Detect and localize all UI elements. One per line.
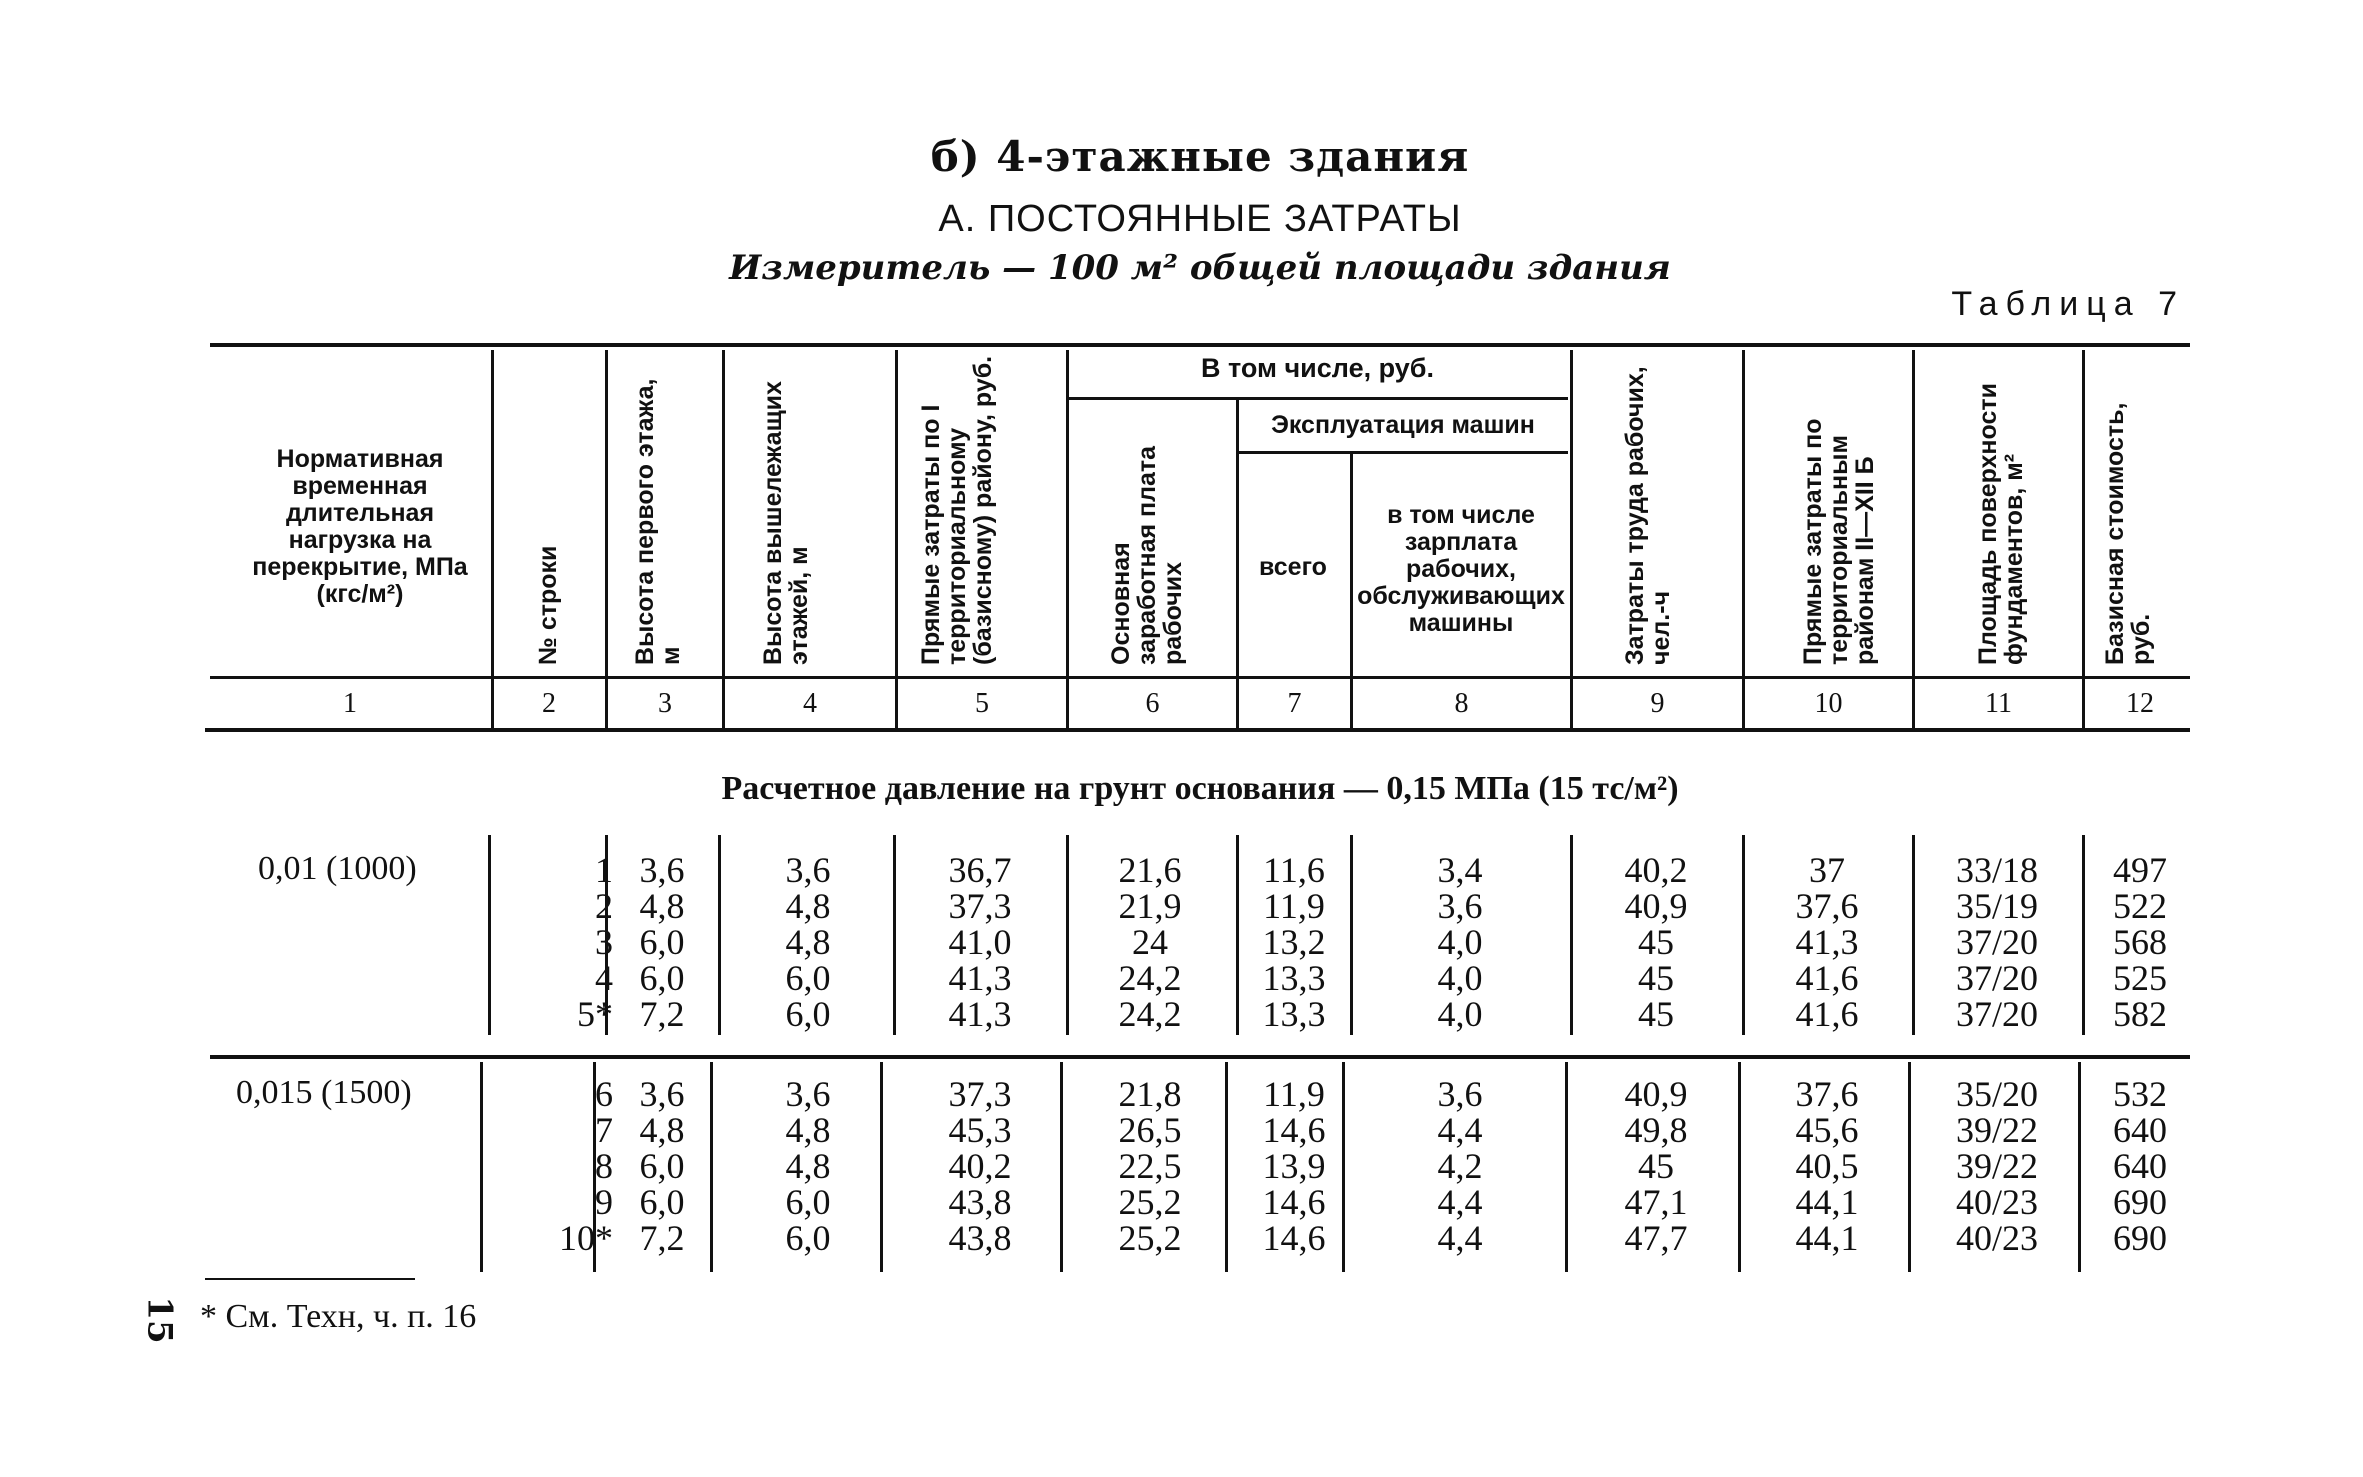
table-cell: 24,2 xyxy=(1118,958,1182,998)
table-cell: 690 xyxy=(2113,1182,2167,1222)
table-cell: 45 xyxy=(1638,922,1674,962)
table-cell: 6,0 xyxy=(785,1218,831,1258)
table-cell: 522 xyxy=(2113,886,2167,926)
table-cell: 4,0 xyxy=(1437,922,1483,962)
table-cell: 640 xyxy=(2113,1110,2167,1150)
col-row-number-header: № строки xyxy=(534,545,562,665)
body-vline xyxy=(1565,1062,1568,1272)
table-cell: 24,2 xyxy=(1118,994,1182,1034)
table-cell: 4,0 xyxy=(1437,994,1483,1034)
table-cell: 497 xyxy=(2113,850,2167,890)
header-vline xyxy=(1570,350,1573,730)
table-cell: 7,2 xyxy=(639,994,685,1034)
body-vline xyxy=(893,835,896,1035)
table-cell: 45,6 xyxy=(1795,1110,1859,1150)
table-cell: 35/19 xyxy=(1955,886,2038,926)
col-machines-total-header: всего xyxy=(1259,553,1327,581)
col-machine-operator-wage-header: в том числе зарплата рабочих, обслуживающих машины xyxy=(1357,501,1565,637)
table-cell: 37,3 xyxy=(948,1074,1012,1114)
table-cell: 525 xyxy=(2113,958,2167,998)
table-cell: 4,0 xyxy=(1437,958,1483,998)
col-base-cost-header: Базисная стоимость, руб. xyxy=(2101,402,2155,665)
header-vline xyxy=(605,350,608,730)
table-cell: 6,0 xyxy=(785,1182,831,1222)
row-number-cell: 2 xyxy=(595,886,613,926)
table-cell: 3,6 xyxy=(1437,1074,1483,1114)
table-cell: 4,2 xyxy=(1437,1146,1483,1186)
column-number: 3 xyxy=(658,688,672,719)
table-cell: 36,7 xyxy=(948,850,1012,890)
col-direct-costs-header: Прямые затраты по I территориальному (базисному) району, руб. xyxy=(917,355,997,665)
table-cell: 37/20 xyxy=(1955,958,2038,998)
column-number: 1 xyxy=(343,688,357,719)
header-vline xyxy=(2082,350,2085,730)
table-cell: 26,5 xyxy=(1118,1110,1182,1150)
col-load-header: Нормативная временная длительная нагрузка на перекрытие, МПа (кгс/м²) xyxy=(252,445,468,608)
col-first-floor-height-header: Высота первого этажа, м xyxy=(631,378,685,665)
table-cell: 40,2 xyxy=(1624,850,1688,890)
table-cell: 47,7 xyxy=(1624,1218,1688,1258)
table-cell: 3,6 xyxy=(639,1074,685,1114)
row-number-cell: 5* xyxy=(577,994,613,1034)
col-group-header: В том числе, руб. xyxy=(1201,353,1434,383)
table-cell: 4,4 xyxy=(1437,1182,1483,1222)
col-regional-costs-header: Прямые затраты по территориальным районам II—XII Б xyxy=(1799,418,1879,665)
table-cell: 44,1 xyxy=(1795,1182,1859,1222)
table-cell: 11,9 xyxy=(1263,1074,1325,1114)
col-upper-floors-height-header: Высота вышележащих этажей, м xyxy=(759,381,813,665)
table-cell: 3,6 xyxy=(639,850,685,890)
table-cell: 3,6 xyxy=(785,850,831,890)
table-cell: 37,6 xyxy=(1795,1074,1859,1114)
column-number: 8 xyxy=(1454,688,1469,719)
column-number: 10 xyxy=(1814,688,1843,719)
section-title: Расчетное давление на грунт основания — 0,15 МПа (15 тс/м²) xyxy=(721,770,1679,807)
table-cell: 41,3 xyxy=(948,958,1012,998)
table-cell: 37,6 xyxy=(1795,886,1859,926)
column-number: 4 xyxy=(803,688,817,719)
cost-type-heading: А. ПОСТОЯННЫЕ ЗАТРАТЫ xyxy=(938,198,1462,240)
table-cell: 41,6 xyxy=(1795,994,1859,1034)
table-cell: 41,3 xyxy=(1795,922,1859,962)
header-vline xyxy=(491,350,494,730)
table-cell: 14,6 xyxy=(1262,1218,1326,1258)
body-vline xyxy=(1908,1062,1911,1272)
table-cell: 3,6 xyxy=(785,1074,831,1114)
column-number: 7 xyxy=(1287,688,1302,719)
column-number: 2 xyxy=(542,688,556,719)
row-number-cell: 1 xyxy=(595,850,613,890)
body-vline xyxy=(1912,835,1915,1035)
table-cell: 640 xyxy=(2113,1146,2167,1186)
table-label: Таблица 7 xyxy=(1951,285,2185,323)
table-cell: 6,0 xyxy=(785,994,831,1034)
table-cell: 22,5 xyxy=(1118,1146,1182,1186)
table-cell: 13,3 xyxy=(1262,958,1326,998)
table-cell: 6,0 xyxy=(785,958,831,998)
col-foundation-area-header: Площадь поверхности фундаментов, м² xyxy=(1974,383,2028,665)
col-base-wage-header: Основная заработная плата рабочих xyxy=(1107,445,1187,665)
load-value: 0,015 (1500) xyxy=(236,1074,412,1111)
col-machines-header: Эксплуатация машин xyxy=(1271,411,1535,439)
header-vline xyxy=(1066,350,1069,730)
table-cell: 532 xyxy=(2113,1074,2167,1114)
row-number-cell: 3 xyxy=(595,922,613,962)
table-cell: 11,9 xyxy=(1263,886,1325,926)
table-cell: 39/22 xyxy=(1955,1146,2038,1186)
table-cell: 37/20 xyxy=(1955,922,2038,962)
table-cell: 3,6 xyxy=(1437,886,1483,926)
header-vline xyxy=(895,350,898,730)
machines-subrule xyxy=(1238,451,1568,454)
table-cell: 45 xyxy=(1638,994,1674,1034)
section-heading: б) 4-этажные здания xyxy=(930,132,1470,181)
header-vline xyxy=(722,350,725,730)
load-value: 0,01 (1000) xyxy=(258,850,417,887)
table-cell: 43,8 xyxy=(948,1218,1012,1258)
table-cell: 40,9 xyxy=(1624,886,1688,926)
unit-of-measure: Измеритель — 100 м² общей площади здания xyxy=(729,248,1671,288)
table-cell: 39/22 xyxy=(1955,1110,2038,1150)
table-cell: 41,0 xyxy=(948,922,1012,962)
body-vline xyxy=(1060,1062,1063,1272)
header-vline xyxy=(1912,350,1915,730)
column-number: 11 xyxy=(1985,688,2012,719)
table-cell: 37,3 xyxy=(948,886,1012,926)
table-cell: 21,8 xyxy=(1118,1074,1182,1114)
table-cell: 3,4 xyxy=(1437,850,1483,890)
row-number-cell: 8 xyxy=(595,1146,613,1186)
body-vline xyxy=(880,1062,883,1272)
table-cell: 6,0 xyxy=(639,958,685,998)
table-cell: 4,8 xyxy=(785,1146,831,1186)
table-cell: 4,4 xyxy=(1437,1110,1483,1150)
table-cell: 4,4 xyxy=(1437,1218,1483,1258)
body-vline xyxy=(1570,835,1573,1035)
table-cell: 6,0 xyxy=(639,922,685,962)
table-cell: 24 xyxy=(1132,922,1168,962)
table-cell: 7,2 xyxy=(639,1218,685,1258)
body-vline xyxy=(1066,835,1069,1035)
body-vline xyxy=(1225,1062,1228,1272)
table-cell: 25,2 xyxy=(1118,1182,1182,1222)
table-cell: 690 xyxy=(2113,1218,2167,1258)
table-cell: 37 xyxy=(1809,850,1845,890)
table-cell: 40,2 xyxy=(948,1146,1012,1186)
table-cell: 14,6 xyxy=(1262,1110,1326,1150)
col-labor-header: Затраты труда рабочих, чел.-ч xyxy=(1621,366,1675,665)
table-cell: 40,9 xyxy=(1624,1074,1688,1114)
table-cell: 568 xyxy=(2113,922,2167,962)
column-number: 5 xyxy=(975,688,989,719)
table-cell: 4,8 xyxy=(785,1110,831,1150)
table-cell: 49,8 xyxy=(1624,1110,1688,1150)
table-cell: 4,8 xyxy=(785,886,831,926)
body-vline xyxy=(1738,1062,1741,1272)
row-number-cell: 10* xyxy=(559,1218,613,1258)
header-top-rule xyxy=(210,343,2190,347)
page-number: 15 xyxy=(139,1296,180,1344)
table-cell: 582 xyxy=(2113,994,2167,1034)
row-number-cell: 7 xyxy=(595,1110,613,1150)
row-number-cell: 9 xyxy=(595,1182,613,1222)
header-vline xyxy=(1742,350,1745,730)
row-number-cell: 4 xyxy=(595,958,613,998)
table-cell: 13,2 xyxy=(1262,922,1326,962)
table-cell: 21,6 xyxy=(1118,850,1182,890)
footnote: * См. Техн, ч. п. 16 xyxy=(200,1298,477,1335)
footnote-rule xyxy=(205,1278,415,1280)
column-number: 12 xyxy=(2126,688,2154,719)
table-cell: 45 xyxy=(1638,958,1674,998)
table-cell: 35/20 xyxy=(1955,1074,2038,1114)
table-cell: 4,8 xyxy=(785,922,831,962)
column-numbers-rule xyxy=(205,728,2190,732)
table-cell: 41,3 xyxy=(948,994,1012,1034)
table-cell: 6,0 xyxy=(639,1146,685,1186)
table-cell: 41,6 xyxy=(1795,958,1859,998)
table-cell: 6,0 xyxy=(639,1182,685,1222)
table-cell: 37/20 xyxy=(1955,994,2038,1034)
table-cell: 21,9 xyxy=(1118,886,1182,926)
table-cell: 43,8 xyxy=(948,1182,1012,1222)
row-number-cell: 6 xyxy=(595,1074,613,1114)
table-cell: 40/23 xyxy=(1955,1182,2038,1222)
table-cell: 14,6 xyxy=(1262,1182,1326,1222)
table-cell: 40/23 xyxy=(1955,1218,2038,1258)
table-cell: 25,2 xyxy=(1118,1218,1182,1258)
table-cell: 45,3 xyxy=(948,1110,1012,1150)
table-cell: 11,6 xyxy=(1263,850,1325,890)
header-bottom-rule xyxy=(210,676,2190,679)
table-cell: 45 xyxy=(1638,1146,1674,1186)
table-cell: 44,1 xyxy=(1795,1218,1859,1258)
column-number: 6 xyxy=(1145,688,1160,719)
table-cell: 40,5 xyxy=(1795,1146,1859,1186)
column-number: 9 xyxy=(1650,688,1665,719)
body-vline xyxy=(1742,835,1745,1035)
table-cell: 13,3 xyxy=(1262,994,1326,1034)
group-subrule xyxy=(1068,397,1568,400)
group-divider-rule xyxy=(210,1055,2190,1059)
table-cell: 4,8 xyxy=(639,886,685,926)
table-cell: 13,9 xyxy=(1262,1146,1326,1186)
table-cell: 47,1 xyxy=(1624,1182,1688,1222)
table-cell: 4,8 xyxy=(639,1110,685,1150)
table-cell: 33/18 xyxy=(1955,850,2038,890)
